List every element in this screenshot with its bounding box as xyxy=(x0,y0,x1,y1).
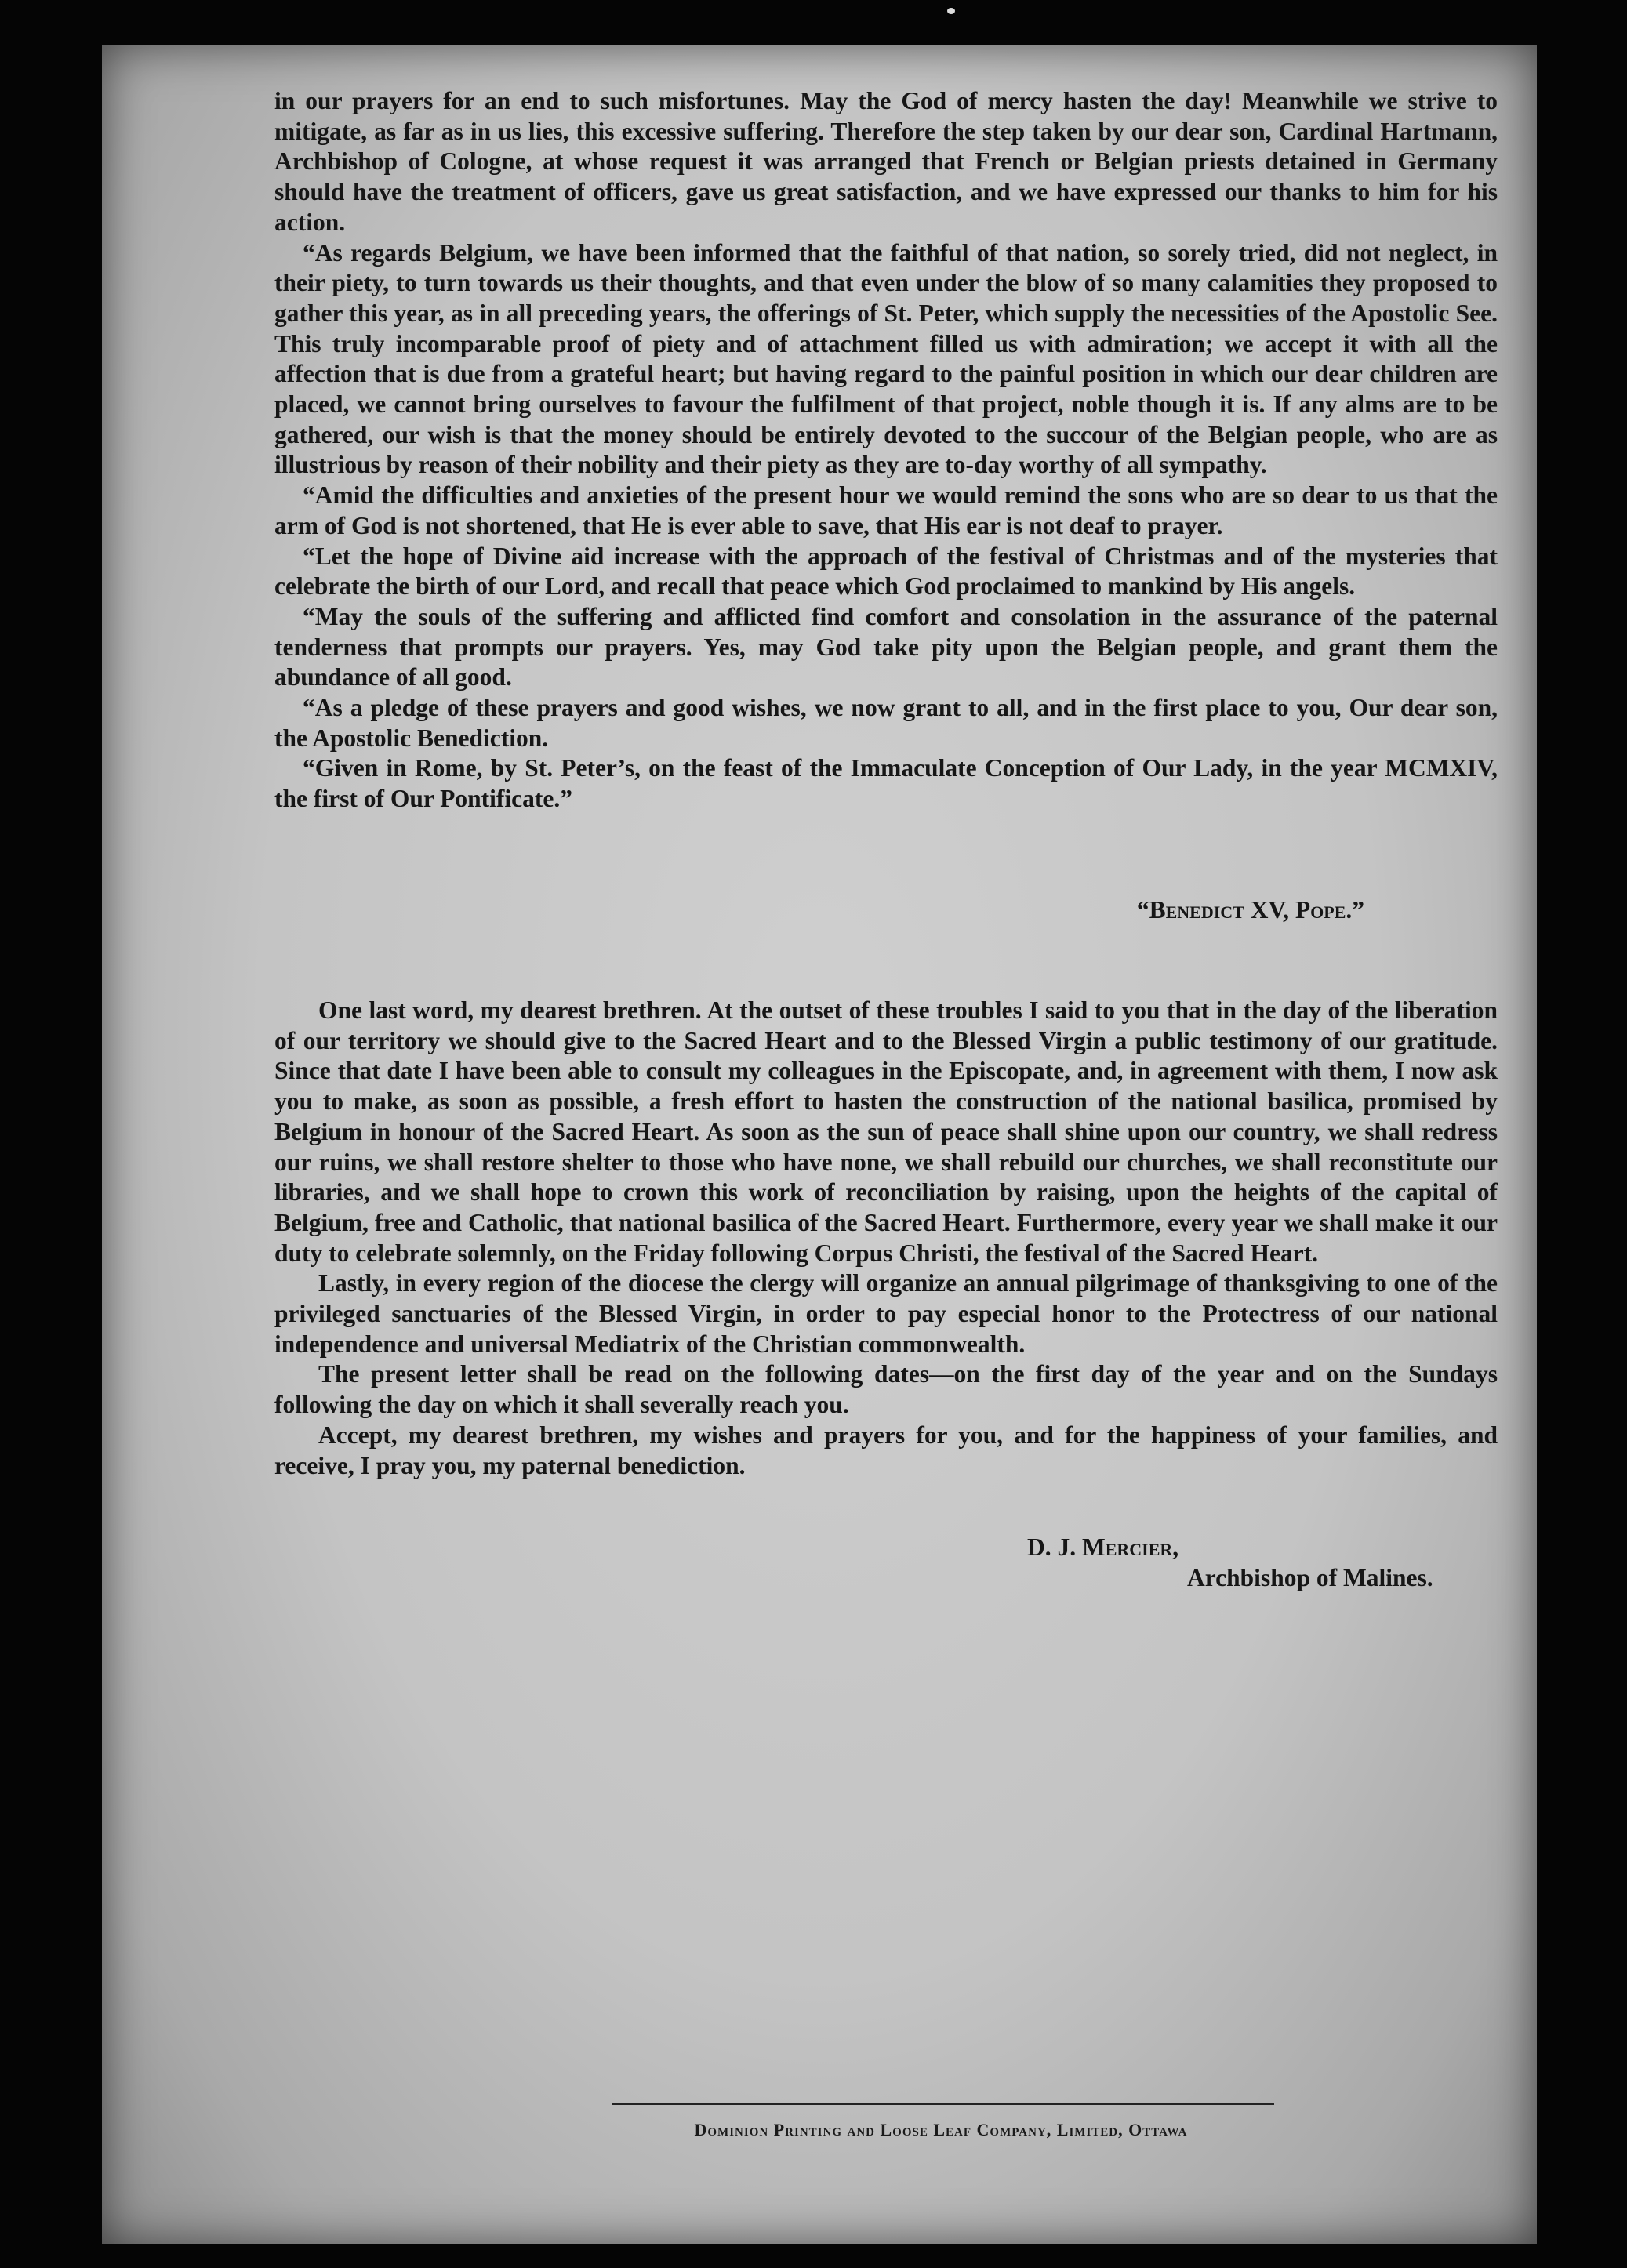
paragraph: Accept, my dearest brethren, my wishes and prayers for you, and for the happiness of your families, and receive, I pray you, my paternal benediction. xyxy=(274,1421,1498,1479)
archbishop-signature-name: D. J. Mercier, xyxy=(1027,1533,1179,1561)
paragraph: The present letter shall be read on the following dates—on the first day of the year and on the Sundays following the day on which it shall severally reach you. xyxy=(274,1360,1498,1419)
paragraph: in our prayers for an end to such misfortunes. May the God of mercy hasten the day! Meanwhile we strive to mitigate, as far as in us lies, this excessive suffering. Therefore the step taken by our dear son, Cardinal Hartmann, Archbishop of Cologne, at whose request it was arranged that French or Belgian priests detained in Germany should have the treatment of officers, gave us great satisfaction, and we have expressed our thanks to him for his action. xyxy=(274,87,1498,236)
paragraph: One last word, my dearest brethren. At the outset of these troubles I said to you that in the day of the liberation of our territory we should give to the Sacred Heart and to the Blessed Virgin a public testimony of our gratitude. Since that date I have been able to consult my colleagues in the Episcopate, and, in agreement with them, I now ask you to make, as soon as possible, a fresh effort to hasten the construction of the national basilica, promised by Belgium in honour of the Sacred Heart. As soon as the sun of peace shall shine upon our country, we shall redress our ruins, we shall restore shelter to those who have none, we shall rebuild our churches, we shall reconstitute our libraries, and we shall hope to crown this work of reconciliation by raising, upon the heights of the capital of Belgium, free and Catholic, that national basilica of the Sacred Heart. Furthermore, every year we shall make it our duty to celebrate solemnly, on the Friday following Corpus Christi, the festival of the Sacred Heart. xyxy=(274,996,1498,1267)
document-page xyxy=(102,45,1537,2244)
paragraph: “As regards Belgium, we have been informed that the faithful of that nation, so sorely tried, did not neglect, in their piety, to turn towards us their thoughts, and that even under the blow of so many calamities they proposed to gather this year, as in all preceding years, the offerings of St. Peter, which supply the necessities of the Apostolic See. This truly incomparable proof of piety and of attachment filled us with admiration; we accept it with all the affection that is due from a grateful heart; but having regard to the painful position in which our dear children are placed, we cannot bring ourselves to favour the fulfilment of that project, noble though it is. If any alms are to be gathered, our wish is that the money should be entirely devoted to the succour of the Belgian people, who are as illustrious by reason of their nobility and their piety as they are to-day worthy of all sympathy. xyxy=(274,238,1498,479)
pope-signature: “Benedict XV, Pope.” xyxy=(1136,896,1364,924)
letter-body xyxy=(274,86,1498,1591)
archbishop-signature-title: Archbishop of Malines. xyxy=(1187,1564,1433,1591)
closing-section xyxy=(274,996,1498,1481)
paragraph: “Given in Rome, by St. Peter’s, on the feast of the Immaculate Conception of Our Lady, in the year MCMXIV, the first of Our Pontificate.” xyxy=(274,754,1498,813)
paragraph: “Let the hope of Divine aid increase with the approach of the festival of Christmas and of the mysteries that celebrate the birth of our Lord, and recall that peace which God proclaimed to mankind by His angels. xyxy=(274,542,1498,601)
scan-speck xyxy=(947,8,955,14)
printer-imprint: Dominion Printing and Loose Leaf Company, Limited, Ottawa xyxy=(694,2120,1188,2139)
paragraph: “As a pledge of these prayers and good wishes, we now grant to all, and in the first place to you, Our dear son, the Apostolic Benediction. xyxy=(274,694,1498,752)
footer-divider xyxy=(612,2103,1274,2105)
paragraph: “Amid the difficulties and anxieties of the present hour we would remind the sons who are so dear to us that the arm of God is not shortened, that He is ever able to save, that His ear is not deaf to prayer. xyxy=(274,481,1498,539)
paragraph: “May the souls of the suffering and afflicted find comfort and consolation in the assurance of the paternal tenderness that prompts our prayers. Yes, may God take pity upon the Belgian people, and grant them the abundance of all good. xyxy=(274,602,1498,691)
paragraph: Lastly, in every region of the diocese the clergy will organize an annual pilgrimage of thanksgiving to one of the privileged sanctuaries of the Blessed Virgin, in order to pay especial honor to the Protectress of our national independence and universal Mediatrix of the Christian commonwealth. xyxy=(274,1269,1498,1358)
